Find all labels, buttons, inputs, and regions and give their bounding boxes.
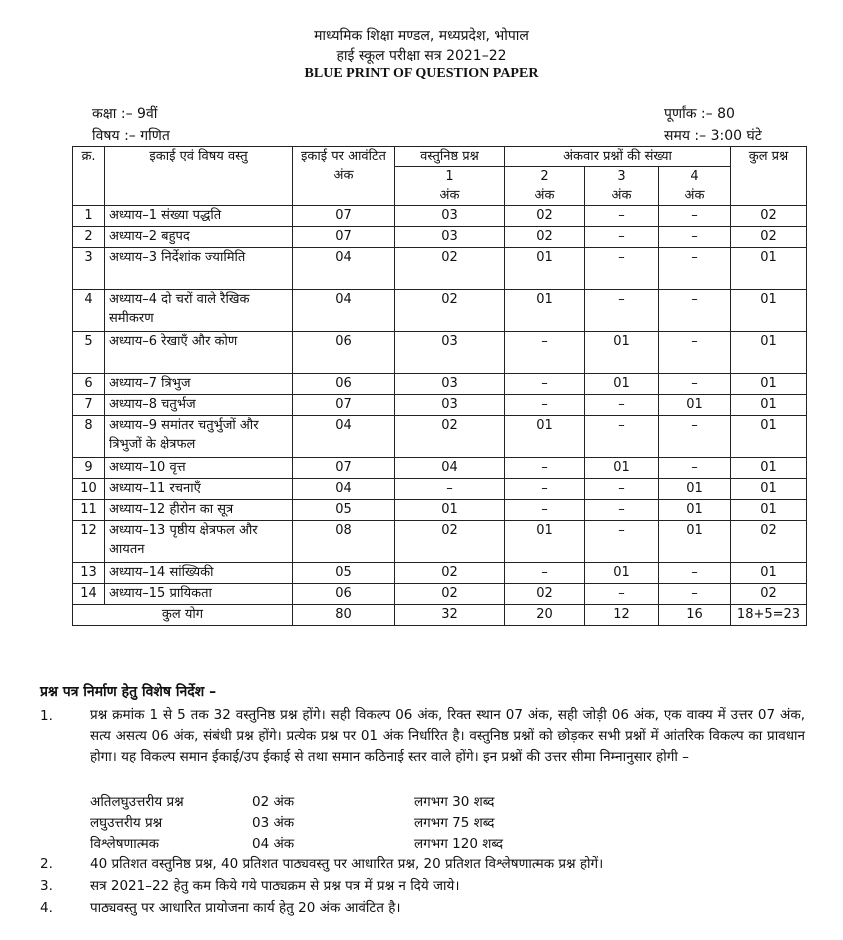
cell-mark-2: –: [505, 500, 585, 521]
header-markwise: अंकवार प्रश्नों की संख्या: [505, 147, 731, 167]
table-row: [73, 521, 807, 563]
cell-mark-2: 02: [505, 584, 585, 605]
cell-unit: अध्याय–11 रचनाएँ: [105, 479, 293, 500]
cell-objective: –: [395, 479, 505, 500]
cell-mark-3: –: [585, 521, 659, 563]
cell-mark-2: 01: [505, 248, 585, 290]
table-row: [73, 563, 807, 584]
header-mark-1: [395, 167, 505, 206]
note-1-number: 1.: [40, 708, 53, 724]
cell-unit: अध्याय–7 त्रिभुज: [105, 374, 293, 395]
table-row: [73, 395, 807, 416]
answer-type-1: अतिलघुउत्तरीय प्रश्न: [90, 794, 184, 810]
header-objective: वस्तुनिष्ठ प्रश्न: [395, 147, 505, 167]
cell-alloc: 07: [293, 206, 395, 227]
cell-mark-4: –: [659, 290, 731, 332]
total-alloc: 80: [293, 605, 395, 626]
cell-total: 01: [731, 563, 807, 584]
cell-mark-3: –: [585, 227, 659, 248]
cell-mark-4: 01: [659, 479, 731, 500]
cell-total: 01: [731, 479, 807, 500]
cell-total: 01: [731, 290, 807, 332]
mark-1-ank: अंक: [439, 188, 460, 203]
cell-mark-2: –: [505, 563, 585, 584]
cell-total: 01: [731, 458, 807, 479]
cell-sno: 1: [73, 206, 105, 227]
cell-sno: 11: [73, 500, 105, 521]
cell-sno: 12: [73, 521, 105, 563]
cell-mark-4: –: [659, 248, 731, 290]
table-row: [73, 458, 807, 479]
cell-mark-3: –: [585, 584, 659, 605]
cell-mark-2: –: [505, 332, 585, 374]
cell-alloc: 05: [293, 500, 395, 521]
mark-2-value: 2: [540, 169, 549, 184]
cell-unit: अध्याय–10 वृत्त: [105, 458, 293, 479]
cell-alloc: 08: [293, 521, 395, 563]
cell-unit: अध्याय–15 प्रायिकता: [105, 584, 293, 605]
cell-alloc: 06: [293, 374, 395, 395]
note-3-number: 3.: [40, 878, 53, 894]
cell-unit: अध्याय–8 चतुर्भज: [105, 395, 293, 416]
cell-total: 01: [731, 332, 807, 374]
cell-sno: 3: [73, 248, 105, 290]
header-mark-4: [659, 167, 731, 206]
total-mark-3: 12: [585, 605, 659, 626]
table-row: [73, 479, 807, 500]
cell-mark-4: 01: [659, 521, 731, 563]
note-4-number: 4.: [40, 900, 53, 916]
mark-4-value: 4: [690, 169, 699, 184]
cell-objective: 02: [395, 416, 505, 458]
cell-mark-3: –: [585, 248, 659, 290]
cell-objective: 02: [395, 290, 505, 332]
header-mark-2: [505, 167, 585, 206]
answer-type-2: लघुउत्तरीय प्रश्न: [90, 815, 163, 831]
total-objective: 32: [395, 605, 505, 626]
cell-mark-2: –: [505, 395, 585, 416]
cell-mark-4: –: [659, 374, 731, 395]
answer-marks-2: 03 अंक: [252, 815, 295, 831]
table-row: [73, 500, 807, 521]
blueprint-table: [72, 146, 807, 626]
cell-alloc: 04: [293, 290, 395, 332]
cell-alloc: 07: [293, 458, 395, 479]
table-row: [73, 227, 807, 248]
cell-unit: अध्याय–13 पृष्ठीय क्षेत्रफल और आयतन: [105, 521, 293, 563]
mark-3-ank: अंक: [611, 188, 632, 203]
cell-total: 01: [731, 416, 807, 458]
total-questions: 18+5=23: [731, 605, 807, 626]
cell-mark-2: 01: [505, 521, 585, 563]
cell-objective: 03: [395, 332, 505, 374]
cell-sno: 7: [73, 395, 105, 416]
cell-mark-2: –: [505, 458, 585, 479]
cell-objective: 02: [395, 248, 505, 290]
cell-mark-4: –: [659, 458, 731, 479]
cell-mark-3: 01: [585, 458, 659, 479]
cell-mark-4: 01: [659, 500, 731, 521]
answer-marks-3: 04 अंक: [252, 836, 295, 852]
header-alloc: इकाई पर आवंटित अंक: [293, 147, 395, 206]
cell-total: 01: [731, 500, 807, 521]
cell-mark-4: 01: [659, 395, 731, 416]
cell-objective: 02: [395, 584, 505, 605]
answer-marks-1: 02 अंक: [252, 794, 295, 810]
cell-total: 02: [731, 206, 807, 227]
instructions-heading: प्रश्न पत्र निर्माण हेतु विशेष निर्देश –: [40, 684, 217, 700]
mark-2-ank: अंक: [534, 188, 555, 203]
cell-objective: 03: [395, 227, 505, 248]
cell-mark-3: –: [585, 395, 659, 416]
cell-sno: 2: [73, 227, 105, 248]
table-row: [73, 584, 807, 605]
cell-mark-4: –: [659, 563, 731, 584]
table-row: [73, 206, 807, 227]
cell-unit: अध्याय–2 बहुपद: [105, 227, 293, 248]
answer-limit-3: लगभग 120 शब्द: [414, 836, 504, 852]
cell-mark-2: –: [505, 374, 585, 395]
cell-objective: 01: [395, 500, 505, 521]
table-row: [73, 248, 807, 290]
cell-sno: 13: [73, 563, 105, 584]
cell-objective: 03: [395, 206, 505, 227]
cell-total: 02: [731, 584, 807, 605]
cell-unit: अध्याय–4 दो चरों वाले रैखिक समीकरण: [105, 290, 293, 332]
mark-1-value: 1: [445, 169, 454, 184]
cell-objective: 02: [395, 563, 505, 584]
note-4-text: पाठ्यवस्तु पर आधारित प्रायोजना कार्य हेतु 20 अंक आवंटित है।: [90, 900, 401, 916]
cell-mark-2: 02: [505, 206, 585, 227]
table-row: [73, 416, 807, 458]
cell-alloc: 06: [293, 332, 395, 374]
cell-mark-3: –: [585, 500, 659, 521]
cell-alloc: 06: [293, 584, 395, 605]
cell-sno: 8: [73, 416, 105, 458]
cell-mark-2: 02: [505, 227, 585, 248]
exam-session: हाई स्कूल परीक्षा सत्र 2021–22: [336, 48, 507, 64]
cell-mark-3: –: [585, 290, 659, 332]
table-row: [73, 290, 807, 332]
table-row: [73, 374, 807, 395]
answer-type-3: विश्लेषणात्मक: [90, 836, 160, 852]
cell-unit: अध्याय–6 रेखाएँ और कोण: [105, 332, 293, 374]
cell-sno: 4: [73, 290, 105, 332]
cell-total: 01: [731, 374, 807, 395]
cell-mark-4: –: [659, 584, 731, 605]
note-2-number: 2.: [40, 856, 53, 872]
total-mark-2: 20: [505, 605, 585, 626]
board-name: माध्यमिक शिक्षा मण्डल, मध्यप्रदेश, भोपाल: [314, 28, 529, 44]
cell-unit: अध्याय–9 समांतर चतुर्भुजों और त्रिभुजों के क्षेत्रफल: [105, 416, 293, 458]
class-label: कक्षा :– 9वीं: [92, 106, 158, 122]
cell-mark-4: –: [659, 332, 731, 374]
cell-mark-2: 01: [505, 290, 585, 332]
cell-objective: 04: [395, 458, 505, 479]
table-row: [73, 332, 807, 374]
answer-limit-1: लगभग 30 शब्द: [414, 794, 495, 810]
cell-mark-3: 01: [585, 332, 659, 374]
mark-4-ank: अंक: [684, 188, 705, 203]
cell-unit: अध्याय–3 निर्देशांक ज्यामिति: [105, 248, 293, 290]
note-1-text: प्रश्न क्रमांक 1 से 5 तक 32 वस्तुनिष्ठ प्रश्न होंगे। सही विकल्प 06 अंक, रिक्त स्थान 07 अंक, सही जोड़ी 06 अंक, एक वाक्य में उत्तर 07 अंक, सत्य असत्य 06 अंक, संबंधी प्रश्न होंगे। प्रत्येक प्रश्न पर 01 अंक निर्धारित है। वस्तुनिष्ठ प्रश्नों को छोड़कर सभी प्रश्नों में आंतरिक विकल्प का प्रावधान होगा। यह विकल्प समान ईकाई/उप ईकाई से तथा समान कठिनाई स्तर वाले होंगे। इन प्रश्नों की उत्तर सीमा निम्नानुसार होगी –: [90, 707, 805, 765]
cell-unit: अध्याय–1 संख्या पद्धति: [105, 206, 293, 227]
cell-alloc: 04: [293, 248, 395, 290]
cell-total: 01: [731, 395, 807, 416]
cell-objective: 03: [395, 395, 505, 416]
cell-unit: अध्याय–12 हीरोन का सूत्र: [105, 500, 293, 521]
cell-sno: 5: [73, 332, 105, 374]
cell-sno: 14: [73, 584, 105, 605]
cell-sno: 9: [73, 458, 105, 479]
cell-alloc: 04: [293, 416, 395, 458]
total-label: कुल योग: [73, 605, 293, 626]
cell-mark-3: 01: [585, 563, 659, 584]
cell-mark-3: –: [585, 416, 659, 458]
total-mark-4: 16: [659, 605, 731, 626]
cell-unit: अध्याय–14 सांख्यिकी: [105, 563, 293, 584]
cell-mark-3: –: [585, 206, 659, 227]
header-total: कुल प्रश्न: [731, 147, 807, 206]
table-header-row: [73, 147, 807, 167]
max-marks-label: पूर्णांक :– 80: [664, 106, 735, 122]
time-label: समय :– 3:00 घंटे: [664, 128, 762, 144]
cell-total: 01: [731, 248, 807, 290]
cell-objective: 02: [395, 521, 505, 563]
cell-sno: 10: [73, 479, 105, 500]
cell-mark-3: 01: [585, 374, 659, 395]
cell-alloc: 05: [293, 563, 395, 584]
cell-alloc: 04: [293, 479, 395, 500]
note-2-text: 40 प्रतिशत वस्तुनिष्ठ प्रश्न, 40 प्रतिशत पाठ्यवस्तु पर आधारित प्रश्न, 20 प्रतिशत विश्लेषणात्मक प्रश्न होगें।: [90, 856, 604, 872]
cell-mark-2: –: [505, 479, 585, 500]
cell-total: 02: [731, 227, 807, 248]
note-3-text: सत्र 2021–22 हेतु कम किये गये पाठ्यक्रम से प्रश्न पत्र में प्रश्न न दिये जाये।: [90, 878, 460, 894]
document-title: BLUE PRINT OF QUESTION PAPER: [304, 66, 539, 81]
cell-sno: 6: [73, 374, 105, 395]
answer-limit-2: लगभग 75 शब्द: [414, 815, 495, 831]
cell-mark-4: –: [659, 206, 731, 227]
cell-total: 02: [731, 521, 807, 563]
cell-objective: 03: [395, 374, 505, 395]
table-total-row: [73, 605, 807, 626]
cell-alloc: 07: [293, 227, 395, 248]
header-mark-3: [585, 167, 659, 206]
cell-mark-4: –: [659, 416, 731, 458]
cell-alloc: 07: [293, 395, 395, 416]
cell-mark-3: –: [585, 479, 659, 500]
cell-mark-2: 01: [505, 416, 585, 458]
cell-mark-4: –: [659, 227, 731, 248]
mark-3-value: 3: [617, 169, 626, 184]
header-sno: क्र.: [73, 147, 105, 206]
subject-label: विषय :– गणित: [92, 128, 170, 144]
header-unit: इकाई एवं विषय वस्तु: [105, 147, 293, 206]
